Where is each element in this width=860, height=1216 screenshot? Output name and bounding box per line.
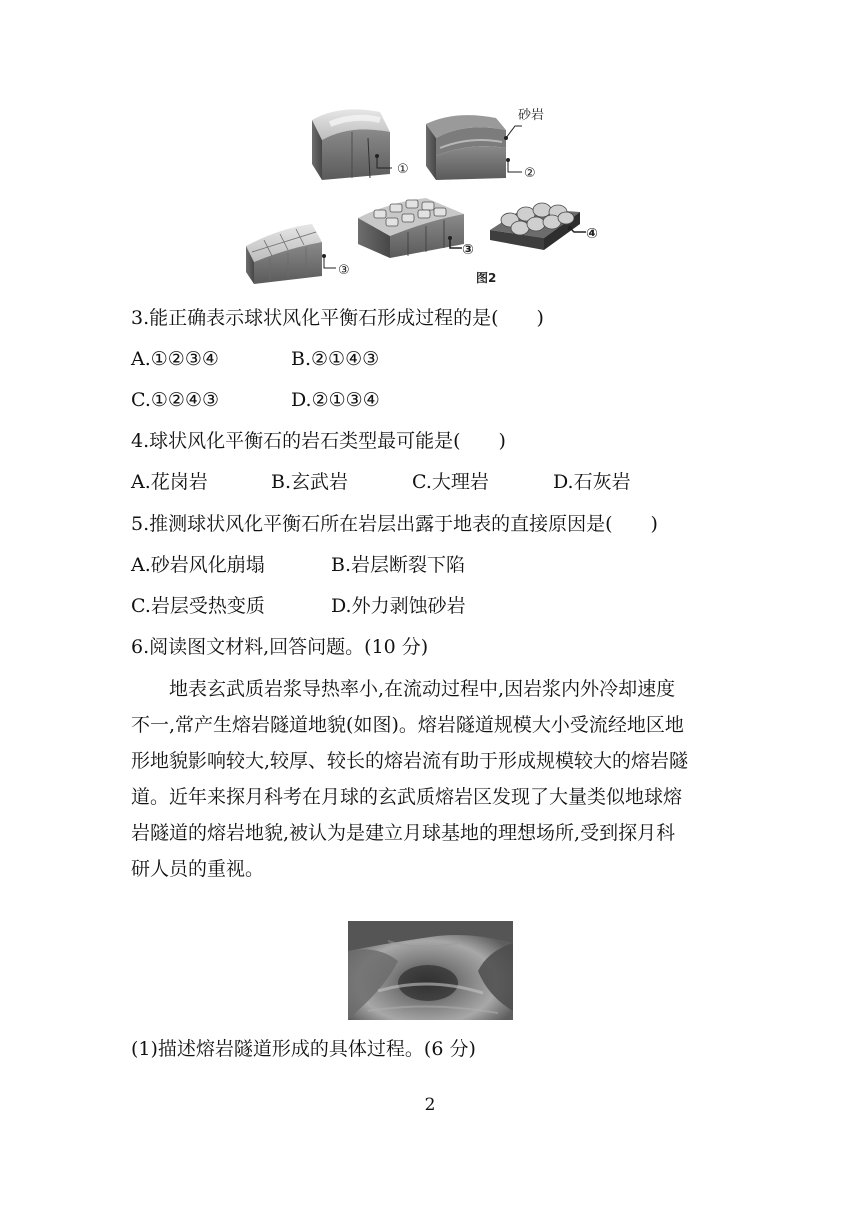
block-3b [358, 198, 464, 258]
page-number: 2 [424, 1095, 436, 1115]
q5-option-a: A.砂岩风化崩塌 [131, 554, 265, 576]
block-1 [312, 109, 392, 180]
block-2 [426, 115, 522, 180]
question-6-stem: 6.阅读图文材料,回答问题。(10 分) [131, 636, 429, 658]
q4-option-d: D.石灰岩 [553, 471, 631, 493]
label-step-4: ④ [586, 226, 598, 242]
q3-option-c: C.①②④③ [131, 389, 220, 411]
question-3-stem: 3.能正确表示球状风化平衡石形成过程的是( ) [131, 307, 544, 329]
label-sandstone: 砂岩 [518, 108, 545, 123]
passage-line-4: 道。近年来探月科考在月球的玄武质熔岩区发现了大量类似地球熔 [131, 786, 683, 808]
passage-line-5: 岩隧道的熔岩地貌,被认为是建立月球基地的理想场所,受到探月科 [131, 822, 676, 844]
figure-weathering-process [240, 98, 620, 290]
q3-option-b: B.②①④③ [291, 348, 380, 370]
passage-line-6: 研人员的重视。 [131, 858, 265, 880]
block-3a [246, 224, 336, 284]
q4-option-b: B.玄武岩 [271, 471, 349, 493]
label-step-2: ② [524, 166, 536, 181]
label-step-3b: ③ [462, 242, 474, 258]
block-4 [490, 203, 586, 250]
q4-option-a: A.花岗岩 [131, 471, 208, 493]
q5-option-b: B.岩层断裂下陷 [331, 554, 466, 576]
passage-line-1: 地表玄武质岩浆导热率小,在流动过程中,因岩浆内外冷却速度 [131, 678, 676, 700]
label-step-1: ① [397, 162, 409, 177]
q3-option-d: D.②①③④ [291, 389, 380, 411]
question-4-stem: 4.球状风化平衡石的岩石类型最可能是( ) [131, 430, 506, 452]
q5-option-c: C.岩层受热变质 [131, 595, 265, 617]
figure-caption: 图2 [476, 271, 497, 285]
question-5-stem: 5.推测球状风化平衡石所在岩层出露于地表的直接原因是( ) [131, 513, 658, 535]
passage-line-3: 形地貌影响较大,较厚、较长的熔岩流有助于形成规模较大的熔岩隧 [131, 750, 689, 772]
q3-option-a: A.①②③④ [131, 348, 219, 370]
passage-line-2: 不一,常产生熔岩隧道地貌(如图)。熔岩隧道规模大小受流经地区地 [131, 714, 684, 736]
question-6-sub-1: (1)描述熔岩隧道形成的具体过程。(6 分) [131, 1038, 476, 1060]
lava-tube-photo [348, 921, 513, 1020]
label-step-3a: ③ [338, 263, 350, 278]
q5-option-d: D.外力剥蚀砂岩 [331, 595, 466, 617]
q4-option-c: C.大理岩 [412, 471, 489, 493]
